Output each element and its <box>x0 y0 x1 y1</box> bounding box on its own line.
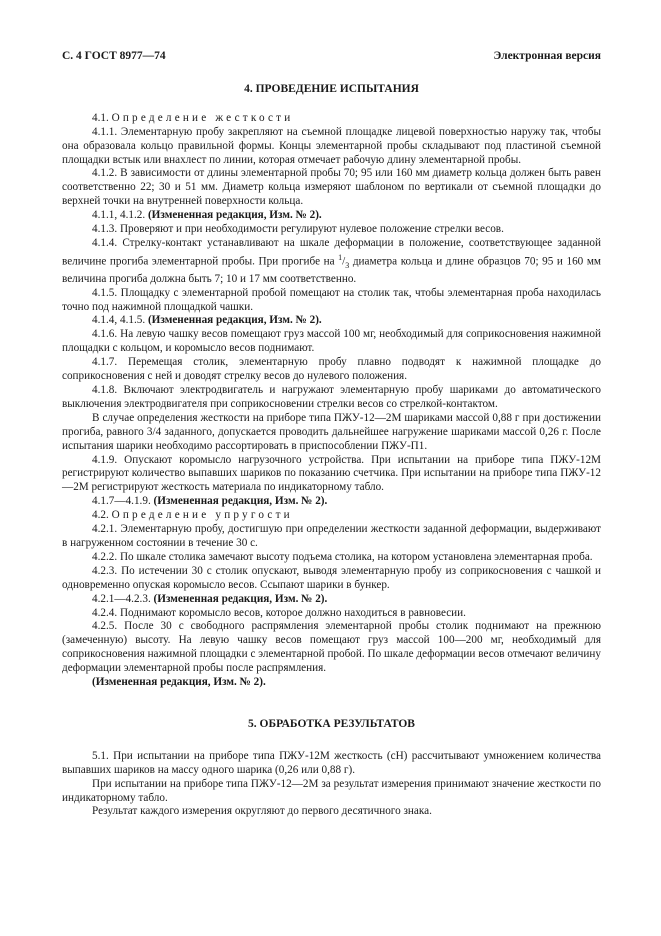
amendment-note <box>62 495 601 509</box>
amendment-note <box>62 593 601 607</box>
clause-4-1-9: 4.1.9. Опускают коромысло нагрузочного устройства. При испытании на приборе типа ПЖУ-12М регистрируют количество выпавших шариков по показанию счетчика. При испытании на приборе типа ПЖУ-12—2М регистрируют жесткость материала по индикаторному табло. <box>62 453 601 494</box>
clause-4-1-heading <box>62 112 601 126</box>
clause-4-1-2: 4.1.2. В зависимости от длины элементарной пробы 70; 95 или 160 мм диаметр кольца должен быть равен соответственно 22; 30 и 51 мм. Диаметр кольца измеряют шаблоном по вертикали от съемной площадки до верхней точки на внутренней поверхности кольца. <box>62 167 601 208</box>
clause-number: 4.2. <box>92 509 109 522</box>
amendment-clauses: 4.1.4, 4.1.5. <box>92 314 146 327</box>
amendment-clauses: 4.1.7—4.1.9. <box>92 495 151 508</box>
clause-4-2-5: 4.2.5. После 30 с свободного распрямления элементарной пробы столик поднимают на прежнюю (замеченную) высоту. На левую чашку весов помещают груз массой 100—200 мг, необходимый для соприкосновения нажимной площадки с элементарной пробой. По шкале деформации весов отмечают величину деформации элементарной пробы после распрямления. <box>62 620 601 675</box>
clause-4-1-1: 4.1.1. Элементарную пробу закрепляют на съемной площадке лицевой поверхностью наружу так, чтобы она образовала кольцо правильной формы. Концы элементарной пробы складывают под пластиной съемной площадки встык или внахлест по линии, которая отмечает рабочую длину элементарной пробы. <box>62 125 601 166</box>
clause-5-1-rounding: Результат каждого измерения округляют до первого десятичного знака. <box>92 805 432 818</box>
section-4-title: 4. ПРОВЕДЕНИЕ ИСПЫТАНИЯ <box>244 82 419 95</box>
clause-4-1-4: 4.1.4. Стрелку-контакт устанавливают на шкале деформации в положение, соответствующее заданной величине прогиба элементарной пробы. При прогибе на $^1/_3$ диаметра кольца и длине образцов 70; 95 и 160 мм величина прогиба должна быть 7; 10 и 17 мм соответственно. <box>62 236 601 285</box>
amendment-note <box>62 314 601 328</box>
clause-5-1-continued: При испытании на приборе типа ПЖУ-12—2М за результат измерения принимают значение жесткости по индикаторному табло. <box>62 777 601 804</box>
clause-4-2-2: 4.2.2. По шкале столика замечают высоту подъема столика, на котором установлена элементарная проба. <box>92 550 593 563</box>
clause-text-part-a: 4.1.4. Стрелку-контакт устанавливают на шкале деформации в положение, соответствующее заданной величине прогиба элементарной пробы. При прогибе на <box>62 236 601 268</box>
clause-4-2-4: 4.2.4. Поднимают коромысло весов, которое должно находиться в равновесии. <box>92 606 466 619</box>
clause-4-2-1: 4.2.1. Элементарную пробу, достигшую при определении жесткости заданной деформации, выдерживают в нагруженном состоянии в течение 30 с. <box>62 523 601 549</box>
header-version-label: Электронная версия <box>493 50 601 62</box>
clause-title: Определение жесткости <box>111 111 294 124</box>
clause-title: Определение упругости <box>111 509 293 522</box>
amendment-clauses: 4.2.1—4.2.3. <box>92 592 151 605</box>
section-5-title: 5. ОБРАБОТКА РЕЗУЛЬТАТОВ <box>248 717 415 730</box>
clause-4-1-8-continued: В случае определения жесткости на приборе типа ПЖУ-12—2М шариками массой 0,88 г при достижении прогиба, равного 3/4 заданного, допускается проводить дальнейшее нагружение шариками массой 0,26 г. После испытания шарики необходимо рассортировать в приспособлении ПЖУ-П1. <box>62 411 601 452</box>
fraction-numerator: 1 <box>338 252 343 262</box>
clause-4-2-3: 4.2.3. По истечении 30 с столик опускают, выводя элементарную пробу из соприкосновения с чашкой и одновременно опуская коромысло весов. Ссыпают шарики в бункер. <box>62 564 601 591</box>
clause-text-part-b: диаметра кольца и длине образцов 70; 95 и 160 мм величина прогиба должна быть 7; 10 и 17 мм соответственно. <box>62 255 601 285</box>
clause-4-1-7: 4.1.7. Перемещая столик, элементарную пробу плавно подводят к нажимной площадке до соприкосновения с ней и доводят стрелку весов до нулевого положения. <box>62 356 601 383</box>
amendment-text: (Измененная редакция, Изм. № 2). <box>147 314 322 327</box>
amendment-text: (Измененная редакция, Изм. № 2). <box>147 209 322 222</box>
amendment-text: (Измененная редакция, Изм. № 2). <box>153 592 328 605</box>
amendment-note <box>62 209 601 223</box>
fraction-denominator: 3 <box>345 260 350 270</box>
amendment-note: (Измененная редакция, Изм. № 2). <box>92 676 266 689</box>
clause-5-1: 5.1. При испытании на приборе типа ПЖУ-12М жесткость (сН) рассчитывают умножением количества выпавших шариков на массу одного шарика (0,26 или 0,88 г). <box>62 749 601 776</box>
amendment-clauses: 4.1.1, 4.1.2. <box>92 209 146 222</box>
page-header <box>62 50 601 64</box>
clause-number: 4.1. <box>92 111 109 124</box>
clause-4-1-3: 4.1.3. Проверяют и при необходимости регулируют нулевое положение стрелки весов. <box>92 223 504 236</box>
amendment-text: (Измененная редакция, Изм. № 2). <box>153 495 328 508</box>
clause-4-1-6: 4.1.6. На левую чашку весов помещают груз массой 100 мг, необходимый для соприкосновения нажимной площадки с кольцом, и коромысло весов поднимают. <box>62 328 601 355</box>
header-standard-ref: С. 4 ГОСТ 8977—74 <box>62 50 166 62</box>
clause-4-2-heading <box>62 509 601 523</box>
clause-4-1-8: 4.1.8. Включают электродвигатель и нагружают элементарную пробу шариками до автоматического выключения электродвигателя при соприкосновении стрелки весов со стрелкой-контактом. <box>62 384 601 410</box>
clause-4-1-5: 4.1.5. Площадку с элементарной пробой помещают на столик так, чтобы элементарная проба находилась точно под нажимной площадкой чашки. <box>62 286 601 313</box>
